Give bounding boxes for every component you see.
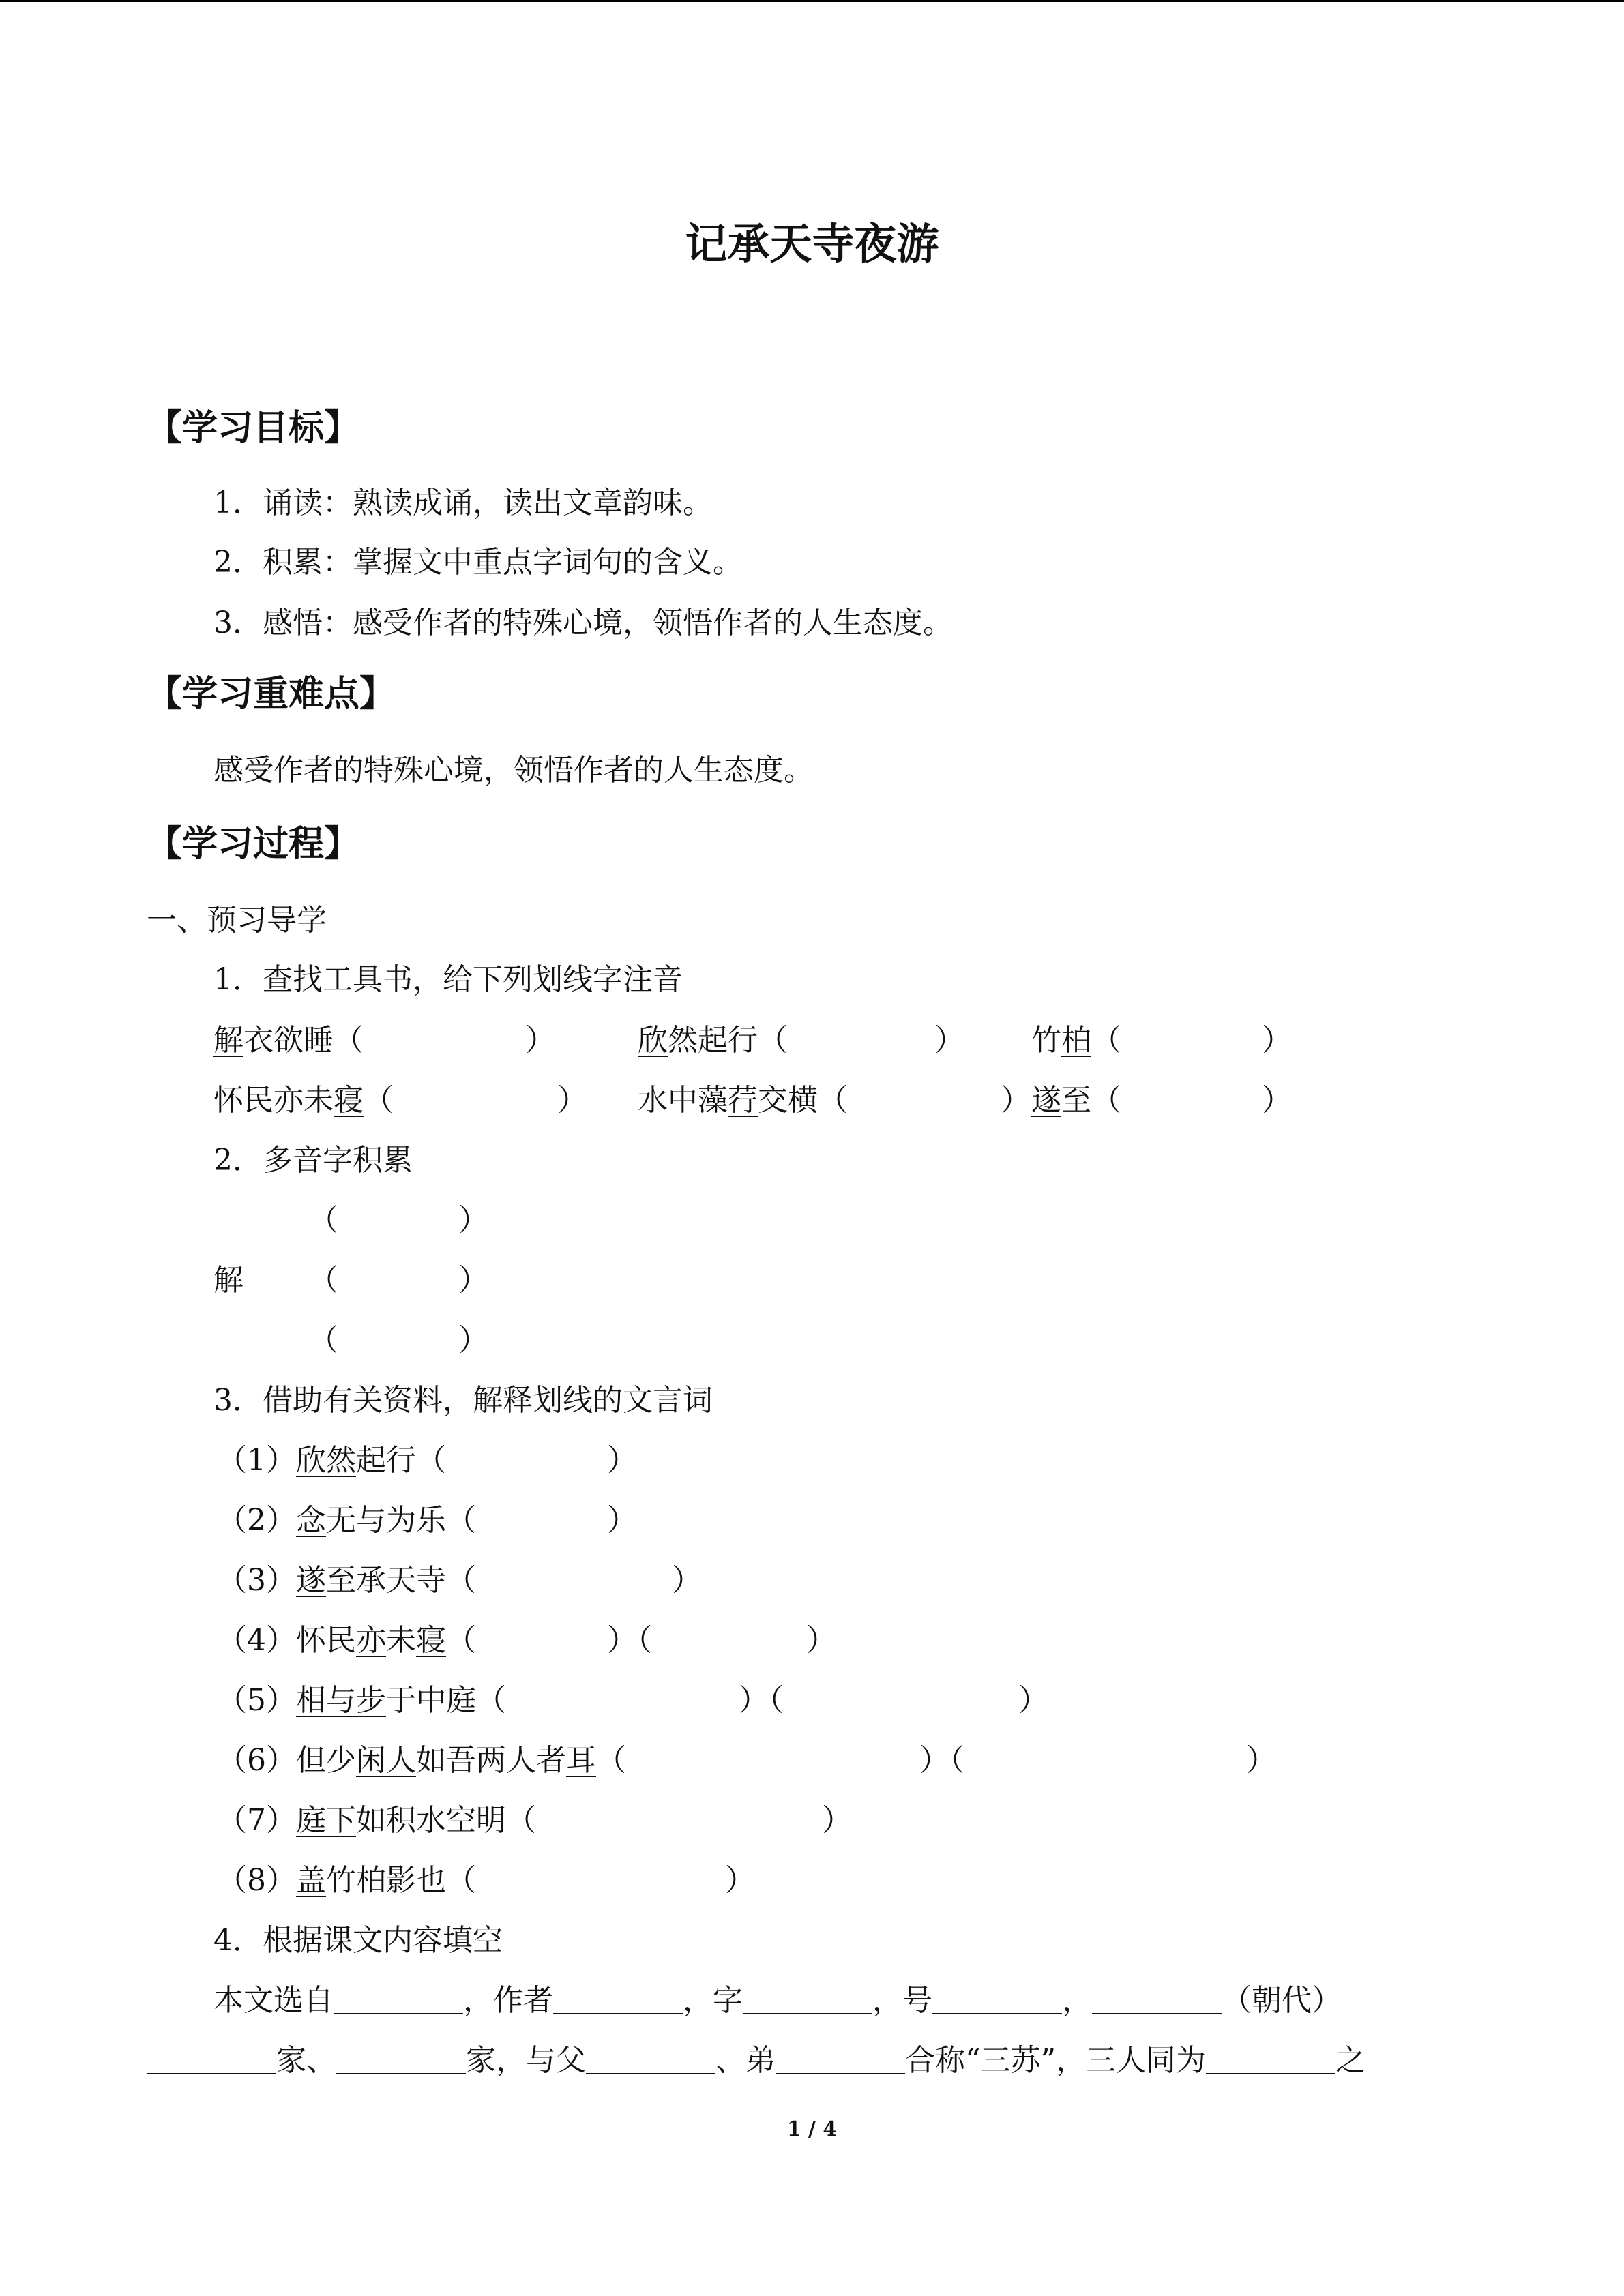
fill-blank[interactable]: [147, 2043, 276, 2074]
glossary-item-7: （7）庭下如积水空明（: [217, 1803, 536, 1838]
fill-line-1: 本文选自 ，作者 ，字 ，号 ， （朝代）: [213, 1983, 1342, 2018]
question-3-title: 3．借助有关资料，解释划线的文言词: [213, 1383, 713, 1418]
glossary-item-3: （3）遂至承天寺（: [217, 1563, 476, 1598]
fill-blank[interactable]: [586, 2043, 715, 2074]
part-preview-heading: 一、预习导学: [147, 903, 327, 938]
glossary-item-5: （5）相与步于中庭（: [217, 1683, 506, 1718]
glossary-close: ）: [806, 1623, 836, 1658]
polyphone-close: ）: [458, 1323, 488, 1358]
fill-blank[interactable]: [1206, 2043, 1335, 2074]
polyphone-char: 解: [213, 1263, 243, 1298]
glossary-item-2: （2）念无与为乐（: [217, 1503, 476, 1538]
question-4-title: 4．根据课文内容填空: [213, 1923, 503, 1958]
fill-blank[interactable]: [553, 1983, 683, 2014]
key-point-text: 感受作者的特殊心境，领悟作者的人生态度。: [213, 753, 814, 788]
fill-blank[interactable]: [1092, 1983, 1222, 2014]
pinyin-item: 水中藻荇交横（: [638, 1083, 848, 1118]
underlined-char: 寝: [334, 1083, 364, 1118]
pinyin-close: ）: [525, 1023, 555, 1058]
page-top-border: [0, 0, 1624, 2]
polyphone-close: ）: [458, 1203, 488, 1238]
glossary-close: ）: [672, 1563, 702, 1598]
glossary-item-6: （6）但少闲人如吾两人者耳（: [217, 1743, 626, 1778]
glossary-mid: ）（: [919, 1743, 964, 1778]
polyphone-close: ）: [458, 1263, 488, 1298]
polyphone-open: （: [308, 1323, 338, 1358]
question-1-title: 1．查找工具书，给下列划线字注音: [213, 962, 683, 997]
pinyin-item: 解衣欲睡（: [213, 1023, 364, 1058]
pinyin-item: 遂至（: [1031, 1083, 1121, 1118]
pinyin-item: 竹柏（: [1031, 1023, 1121, 1058]
underlined-char: 遂: [1031, 1083, 1061, 1118]
page-number: 1 / 4: [786, 2117, 838, 2141]
pinyin-close: ）: [1262, 1023, 1292, 1058]
pinyin-close: ）: [1001, 1083, 1031, 1118]
pinyin-item: 怀民亦未寝（: [213, 1083, 394, 1118]
glossary-mid: ）（: [607, 1623, 652, 1658]
polyphone-open: （: [308, 1263, 338, 1298]
underlined-char: 柏: [1061, 1023, 1091, 1058]
glossary-close: ）: [725, 1863, 755, 1898]
question-2-title: 2．多音字积累: [213, 1143, 413, 1178]
section-heading-goals: 【学习目标】: [147, 408, 360, 449]
glossary-close: ）: [822, 1803, 852, 1838]
page-title: 记承天寺夜游: [685, 219, 939, 269]
glossary-item-1: （1）欣然起行（: [217, 1443, 446, 1478]
glossary-close: ）: [607, 1503, 637, 1538]
goal-item-3: 3．感悟：感受作者的特殊心境，领悟作者的人生态度。: [213, 606, 953, 640]
goal-item-2: 2．积累：掌握文中重点字词句的含义。: [213, 545, 743, 580]
glossary-mid: ）（: [739, 1683, 784, 1718]
section-heading-key-points: 【学习重难点】: [147, 674, 396, 715]
glossary-close: ）: [1018, 1683, 1048, 1718]
underlined-char: 解: [213, 1023, 243, 1058]
section-heading-process: 【学习过程】: [147, 824, 360, 865]
pinyin-item: 欣然起行（: [638, 1023, 788, 1058]
glossary-close: ）: [607, 1443, 637, 1478]
fill-blank[interactable]: [776, 2043, 905, 2074]
fill-blank[interactable]: [743, 1983, 872, 2014]
fill-blank[interactable]: [334, 1983, 463, 2014]
fill-line-2: 家、 家，与父 、弟 合称“三苏”，三人同为 之: [147, 2040, 1365, 2081]
glossary-item-8: （8）盖竹柏影也（: [217, 1863, 476, 1898]
underlined-char: 荇: [728, 1083, 758, 1118]
polyphone-open: （: [308, 1203, 338, 1238]
underlined-char: 欣: [638, 1023, 668, 1058]
fill-blank[interactable]: [336, 2043, 466, 2074]
pinyin-close: ）: [934, 1023, 964, 1058]
pinyin-close: ）: [1262, 1083, 1292, 1118]
pinyin-close: ）: [557, 1083, 587, 1118]
glossary-item-4: （4）怀民亦未寝（: [217, 1623, 476, 1658]
glossary-close: ）: [1246, 1743, 1276, 1778]
fill-blank[interactable]: [932, 1983, 1062, 2014]
goal-item-1: 1．诵读：熟读成诵，读出文章韵味。: [213, 486, 713, 520]
